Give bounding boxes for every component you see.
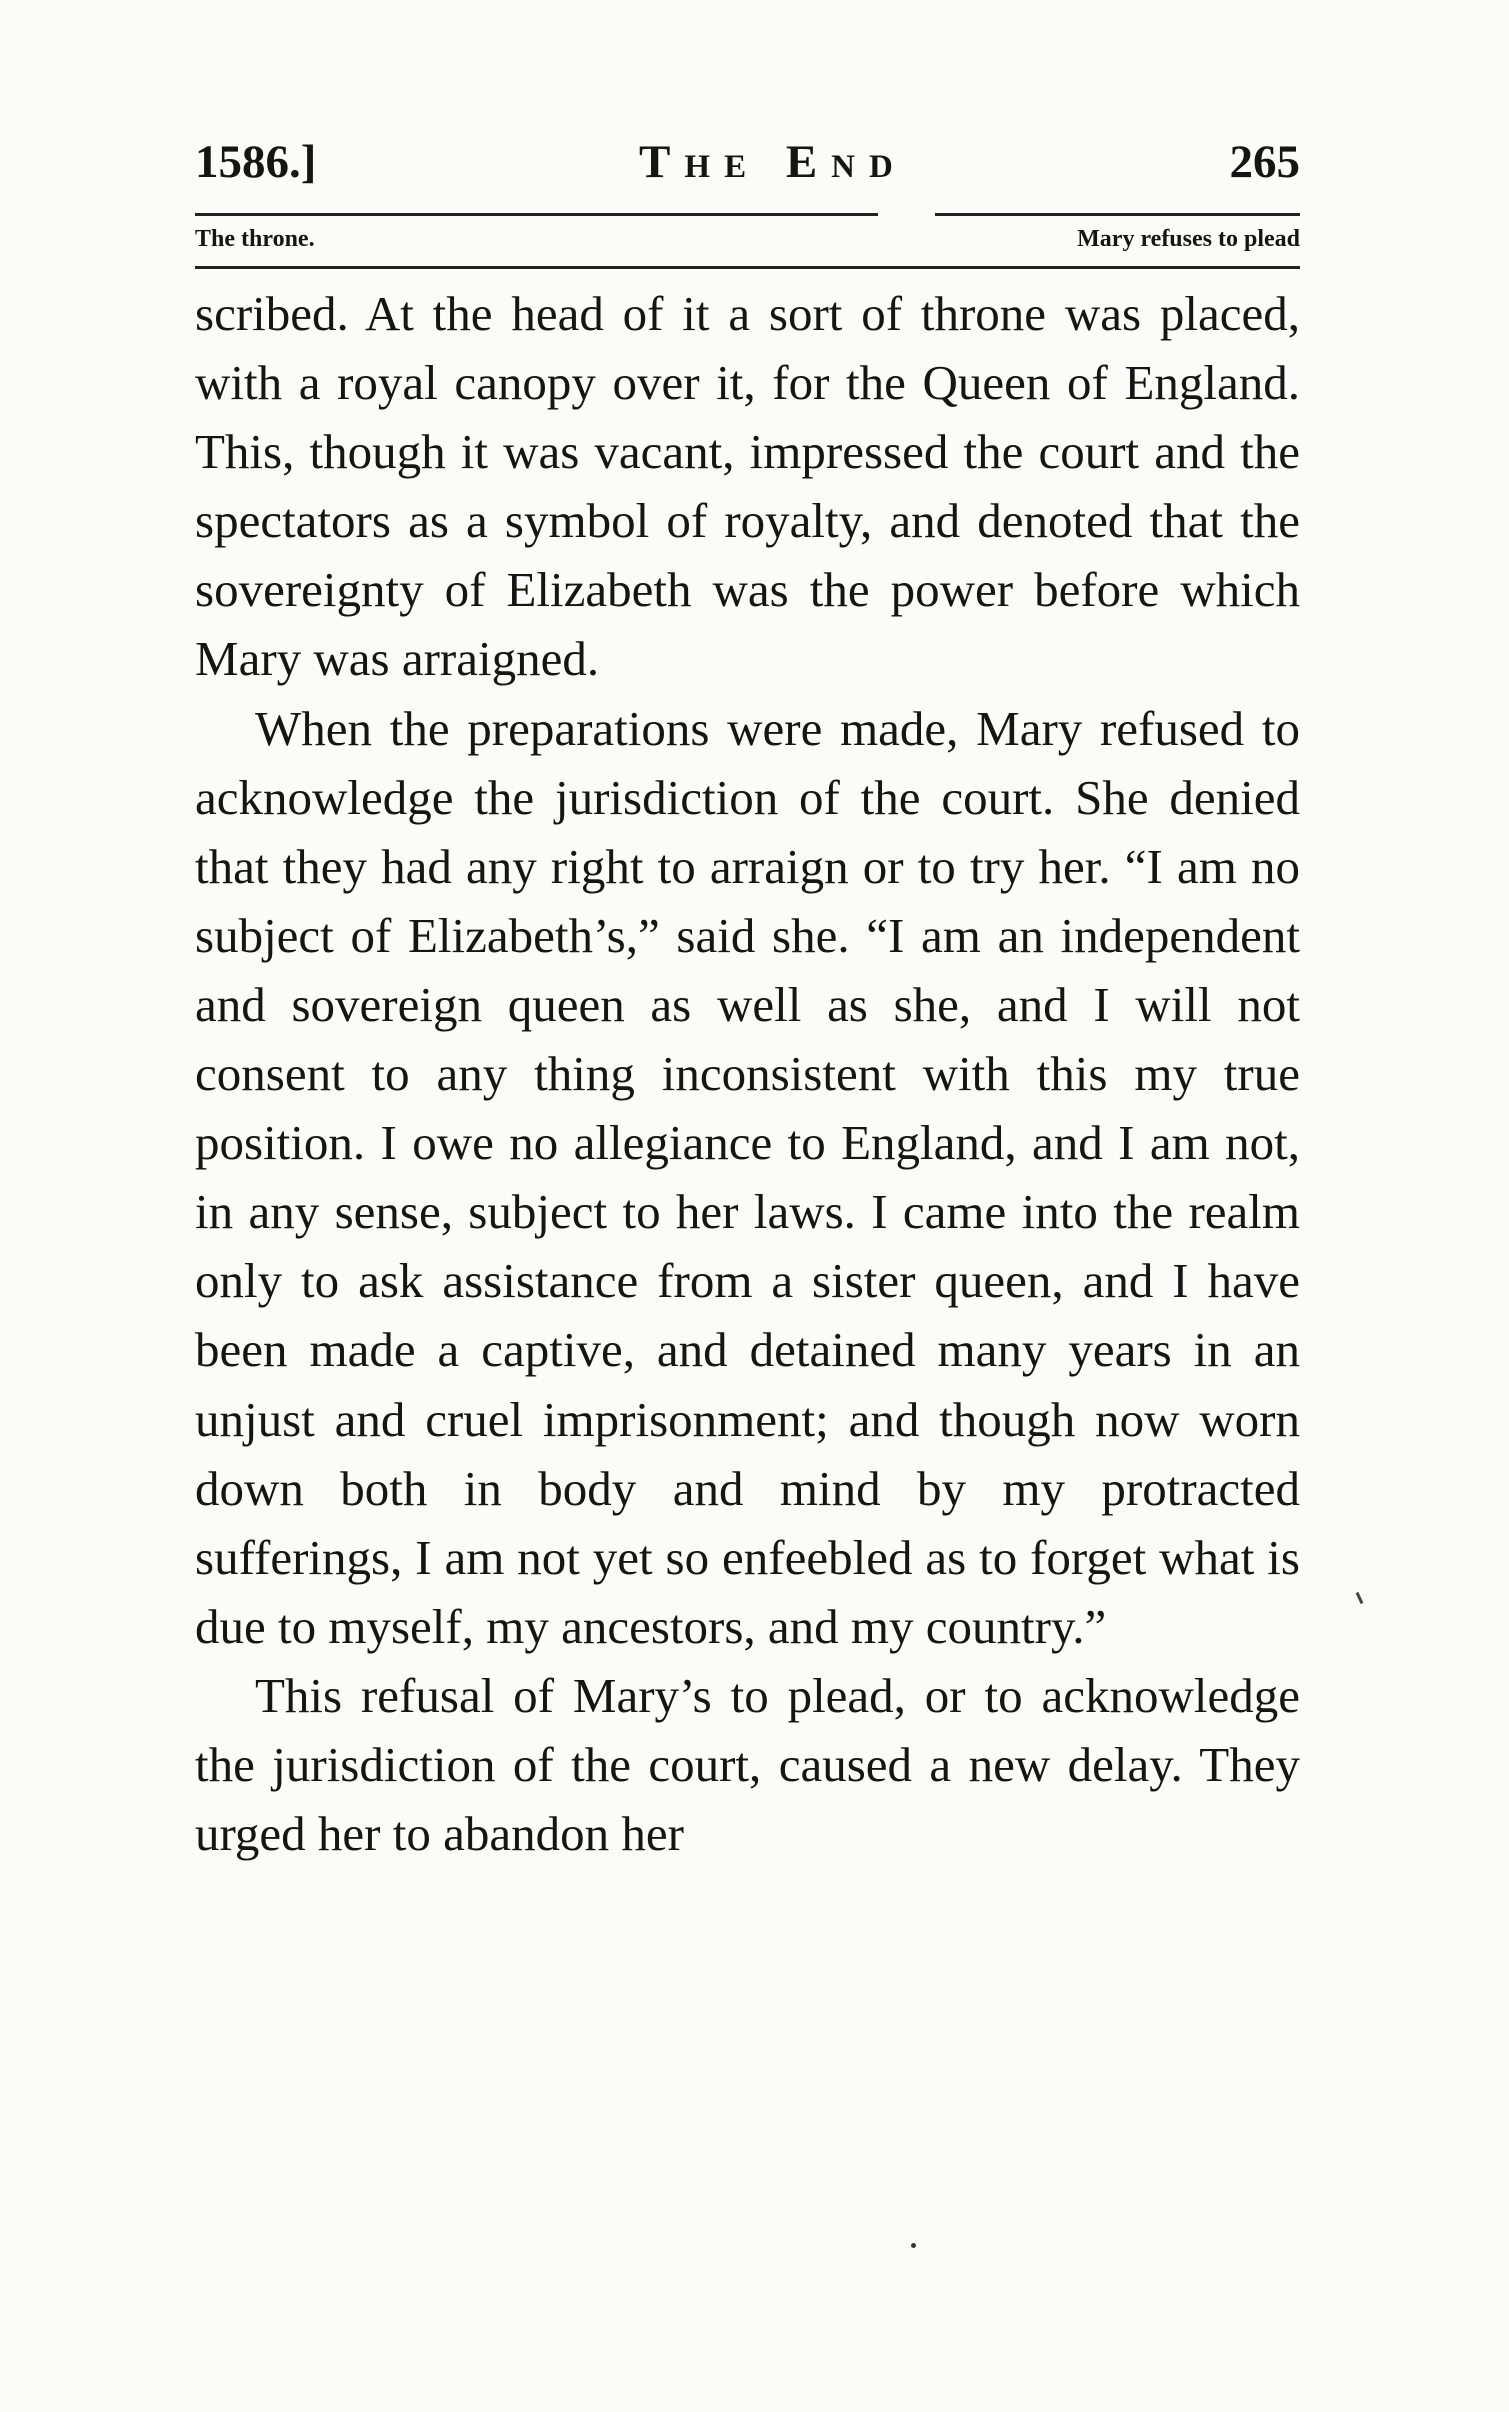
header-year: 1586.] xyxy=(195,136,317,188)
page-number: 265 xyxy=(1229,136,1300,188)
margin-notes-rule xyxy=(195,266,1300,269)
stray-ink-mark xyxy=(1356,1592,1364,1604)
header-rule-left xyxy=(195,213,878,216)
header-rule xyxy=(195,213,1300,216)
paragraph: This refusal of Mary’s to plead, or to acknowledge the jurisdiction of the court, caused a new delay. They urged her to abandon her xyxy=(195,1667,1300,1862)
running-head xyxy=(195,135,1300,205)
margin-note-right: Mary refuses to plead xyxy=(1077,226,1300,252)
stray-ink-dot xyxy=(911,2243,916,2248)
paragraph: When the preparations were made, Mary refused to acknowledge the jurisdiction of the court. She denied that they had any right to arraign or to try her. “I am no subject of Elizabeth’s,” said she. “I am an independent and sovereign queen as well as she, and I will not consent to any thing inconsistent with this my true position. I owe no allegiance to England, and I am not, in any sense, subject to her laws. I came into the realm only to ask assistance from a sister queen, and I have been made a captive, and detained many years in an unjust and cruel imprisonment; and though now worn down both in body and mind by my protracted sufferings, I am not yet so enfeebled as to forget what is due to myself, my ancestors, and my country.” xyxy=(195,700,1300,1654)
body-text xyxy=(195,279,1300,1868)
paragraph: scribed. At the head of it a sort of throne was placed, with a royal canopy over it, for the Queen of England. This, though it was vacant, impressed the court and the spectators as a symbol of royalty, and denoted that the sovereignty of Elizabeth was the power before which Mary was arraigned. xyxy=(195,286,1300,687)
book-page xyxy=(195,135,1300,1868)
header-rule-right xyxy=(935,213,1300,216)
margin-notes xyxy=(195,226,1300,260)
header-title: The End xyxy=(639,136,907,188)
margin-note-left: The throne. xyxy=(195,226,315,252)
